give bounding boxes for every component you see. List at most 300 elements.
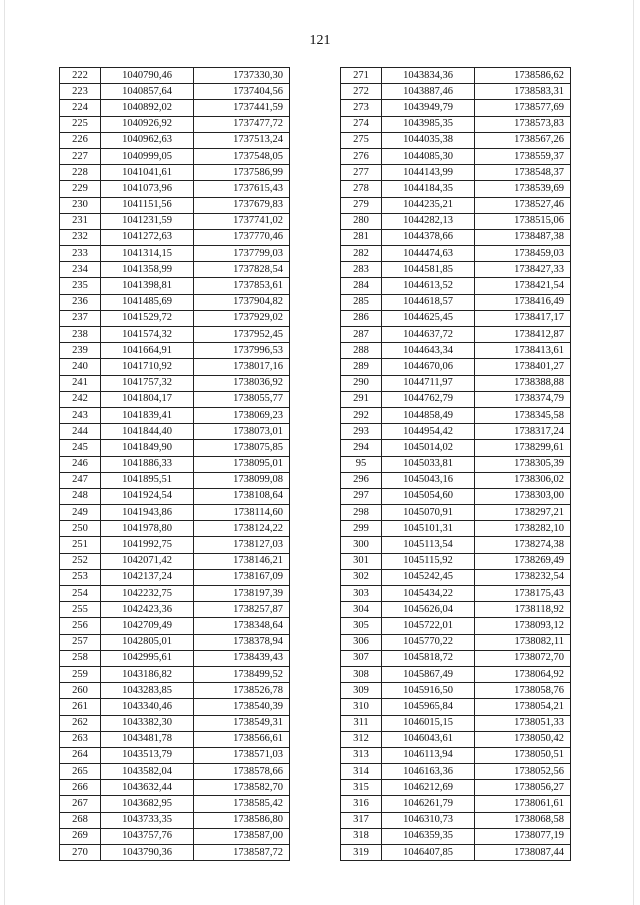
- point-number-cell: 307: [341, 650, 382, 666]
- table-row: [60, 181, 290, 197]
- x-coordinate-cell: 1040999,05: [101, 148, 194, 164]
- table-row: [341, 666, 571, 682]
- x-coordinate-cell: 1044643,34: [382, 343, 475, 359]
- table-row: [60, 602, 290, 618]
- point-number-cell: 95: [341, 456, 382, 472]
- table-row: [341, 521, 571, 537]
- x-coordinate-cell: 1044613,52: [382, 278, 475, 294]
- x-coordinate-cell: 1045965,84: [382, 699, 475, 715]
- table-row: [341, 407, 571, 423]
- table-row: [341, 391, 571, 407]
- y-coordinate-cell: 1738587,72: [194, 845, 290, 861]
- x-coordinate-cell: 1043682,95: [101, 796, 194, 812]
- point-number-cell: 222: [60, 68, 101, 84]
- table-row: [60, 310, 290, 326]
- table-row: [60, 229, 290, 245]
- y-coordinate-cell: 1738401,27: [475, 359, 571, 375]
- y-coordinate-cell: 1737513,24: [194, 132, 290, 148]
- y-coordinate-cell: 1738124,22: [194, 521, 290, 537]
- y-coordinate-cell: 1738345,58: [475, 407, 571, 423]
- x-coordinate-cell: 1046407,85: [382, 845, 475, 861]
- point-number-cell: 231: [60, 213, 101, 229]
- x-coordinate-cell: 1044954,42: [382, 424, 475, 440]
- y-coordinate-cell: 1737548,05: [194, 148, 290, 164]
- point-number-cell: 294: [341, 440, 382, 456]
- y-coordinate-cell: 1737741,02: [194, 213, 290, 229]
- y-coordinate-cell: 1738146,21: [194, 553, 290, 569]
- table-row: [60, 116, 290, 132]
- x-coordinate-cell: 1040857,64: [101, 84, 194, 100]
- x-coordinate-cell: 1043834,36: [382, 68, 475, 84]
- y-coordinate-cell: 1738069,23: [194, 407, 290, 423]
- y-coordinate-cell: 1738527,46: [475, 197, 571, 213]
- x-coordinate-cell: 1041485,69: [101, 294, 194, 310]
- point-number-cell: 305: [341, 618, 382, 634]
- y-coordinate-cell: 1738095,01: [194, 456, 290, 472]
- table-row: [60, 68, 290, 84]
- point-number-cell: 259: [60, 666, 101, 682]
- point-number-cell: 301: [341, 553, 382, 569]
- table-row: [60, 828, 290, 844]
- x-coordinate-cell: 1045770,22: [382, 634, 475, 650]
- x-coordinate-cell: 1041978,80: [101, 521, 194, 537]
- table-row: [60, 148, 290, 164]
- point-number-cell: 272: [341, 84, 382, 100]
- table-row: [60, 278, 290, 294]
- y-coordinate-cell: 1738054,21: [475, 699, 571, 715]
- table-row: [60, 505, 290, 521]
- table-row: [341, 213, 571, 229]
- point-number-cell: 314: [341, 764, 382, 780]
- x-coordinate-cell: 1044711,97: [382, 375, 475, 391]
- table-row: [341, 424, 571, 440]
- page-number: 121: [309, 33, 331, 48]
- x-coordinate-cell: 1041895,51: [101, 472, 194, 488]
- y-coordinate-cell: 1738305,39: [475, 456, 571, 472]
- point-number-cell: 238: [60, 327, 101, 343]
- table-row: [341, 343, 571, 359]
- x-coordinate-cell: 1041804,17: [101, 391, 194, 407]
- table-row: [341, 116, 571, 132]
- x-coordinate-cell: 1046043,61: [382, 731, 475, 747]
- y-coordinate-cell: 1738416,49: [475, 294, 571, 310]
- table-row: [341, 505, 571, 521]
- y-coordinate-cell: 1738052,56: [475, 764, 571, 780]
- x-coordinate-cell: 1045916,50: [382, 683, 475, 699]
- x-coordinate-cell: 1045101,31: [382, 521, 475, 537]
- x-coordinate-cell: 1044858,49: [382, 407, 475, 423]
- x-coordinate-cell: 1044235,21: [382, 197, 475, 213]
- point-number-cell: 227: [60, 148, 101, 164]
- x-coordinate-cell: 1044184,35: [382, 181, 475, 197]
- y-coordinate-cell: 1737828,54: [194, 262, 290, 278]
- x-coordinate-cell: 1041231,59: [101, 213, 194, 229]
- point-number-cell: 268: [60, 812, 101, 828]
- table-row: [341, 229, 571, 245]
- table-row: [60, 359, 290, 375]
- y-coordinate-cell: 1738427,33: [475, 262, 571, 278]
- table-row: [60, 375, 290, 391]
- y-coordinate-cell: 1738413,61: [475, 343, 571, 359]
- y-coordinate-cell: 1738073,01: [194, 424, 290, 440]
- y-coordinate-cell: 1738108,64: [194, 488, 290, 504]
- y-coordinate-cell: 1738118,92: [475, 602, 571, 618]
- y-coordinate-cell: 1737996,53: [194, 343, 290, 359]
- table-row: [60, 132, 290, 148]
- y-coordinate-cell: 1738539,69: [475, 181, 571, 197]
- point-number-cell: 281: [341, 229, 382, 245]
- x-coordinate-cell: 1043733,35: [101, 812, 194, 828]
- point-number-cell: 262: [60, 715, 101, 731]
- point-number-cell: 311: [341, 715, 382, 731]
- table-row: [341, 634, 571, 650]
- table-row: [341, 375, 571, 391]
- point-number-cell: 226: [60, 132, 101, 148]
- x-coordinate-cell: 1044625,45: [382, 310, 475, 326]
- x-coordinate-cell: 1040962,63: [101, 132, 194, 148]
- table-row: [60, 472, 290, 488]
- scan-margin-line: [633, 0, 634, 905]
- x-coordinate-cell: 1041398,81: [101, 278, 194, 294]
- y-coordinate-cell: 1738017,16: [194, 359, 290, 375]
- x-coordinate-cell: 1043283,85: [101, 683, 194, 699]
- x-coordinate-cell: 1043757,76: [101, 828, 194, 844]
- table-row: [60, 796, 290, 812]
- point-number-cell: 260: [60, 683, 101, 699]
- point-number-cell: 304: [341, 602, 382, 618]
- x-coordinate-cell: 1041529,72: [101, 310, 194, 326]
- table-row: [341, 618, 571, 634]
- table-row: [341, 165, 571, 181]
- y-coordinate-cell: 1737853,61: [194, 278, 290, 294]
- y-coordinate-cell: 1738587,00: [194, 828, 290, 844]
- table-row: [341, 699, 571, 715]
- point-number-cell: 245: [60, 440, 101, 456]
- table-row: [60, 246, 290, 262]
- point-number-cell: 247: [60, 472, 101, 488]
- x-coordinate-cell: 1042995,61: [101, 650, 194, 666]
- y-coordinate-cell: 1738055,77: [194, 391, 290, 407]
- point-number-cell: 244: [60, 424, 101, 440]
- x-coordinate-cell: 1043481,78: [101, 731, 194, 747]
- point-number-cell: 258: [60, 650, 101, 666]
- y-coordinate-cell: 1738056,27: [475, 780, 571, 796]
- point-number-cell: 300: [341, 537, 382, 553]
- point-number-cell: 318: [341, 828, 382, 844]
- table-row: [341, 780, 571, 796]
- x-coordinate-cell: 1041992,75: [101, 537, 194, 553]
- x-coordinate-cell: 1046113,94: [382, 747, 475, 763]
- table-row: [60, 845, 290, 861]
- x-coordinate-cell: 1044282,13: [382, 213, 475, 229]
- point-number-cell: 279: [341, 197, 382, 213]
- point-number-cell: 271: [341, 68, 382, 84]
- y-coordinate-cell: 1738075,85: [194, 440, 290, 456]
- x-coordinate-cell: 1042709,49: [101, 618, 194, 634]
- x-coordinate-cell: 1045033,81: [382, 456, 475, 472]
- y-coordinate-cell: 1738586,62: [475, 68, 571, 84]
- y-coordinate-cell: 1738127,03: [194, 537, 290, 553]
- x-coordinate-cell: 1042423,36: [101, 602, 194, 618]
- point-number-cell: 236: [60, 294, 101, 310]
- point-number-cell: 252: [60, 553, 101, 569]
- point-number-cell: 246: [60, 456, 101, 472]
- x-coordinate-cell: 1046163,36: [382, 764, 475, 780]
- point-number-cell: 312: [341, 731, 382, 747]
- point-number-cell: 276: [341, 148, 382, 164]
- point-number-cell: 239: [60, 343, 101, 359]
- point-number-cell: 277: [341, 165, 382, 181]
- y-coordinate-cell: 1738232,54: [475, 569, 571, 585]
- y-coordinate-cell: 1738077,19: [475, 828, 571, 844]
- table-row: [341, 650, 571, 666]
- y-coordinate-cell: 1738388,88: [475, 375, 571, 391]
- x-coordinate-cell: 1042232,75: [101, 586, 194, 602]
- point-number-cell: 290: [341, 375, 382, 391]
- table-row: [60, 262, 290, 278]
- x-coordinate-cell: 1045867,49: [382, 666, 475, 682]
- x-coordinate-cell: 1041849,90: [101, 440, 194, 456]
- coordinates-table-right: [340, 67, 571, 861]
- y-coordinate-cell: 1738274,38: [475, 537, 571, 553]
- point-number-cell: 288: [341, 343, 382, 359]
- y-coordinate-cell: 1737770,46: [194, 229, 290, 245]
- point-number-cell: 266: [60, 780, 101, 796]
- x-coordinate-cell: 1043186,82: [101, 666, 194, 682]
- table-row: [341, 488, 571, 504]
- y-coordinate-cell: 1738566,61: [194, 731, 290, 747]
- y-coordinate-cell: 1738417,17: [475, 310, 571, 326]
- point-number-cell: 308: [341, 666, 382, 682]
- x-coordinate-cell: 1046359,35: [382, 828, 475, 844]
- point-number-cell: 269: [60, 828, 101, 844]
- y-coordinate-cell: 1738093,12: [475, 618, 571, 634]
- y-coordinate-cell: 1738068,58: [475, 812, 571, 828]
- table-row: [341, 440, 571, 456]
- point-number-cell: 284: [341, 278, 382, 294]
- table-row: [341, 197, 571, 213]
- x-coordinate-cell: 1046015,15: [382, 715, 475, 731]
- table-row: [60, 165, 290, 181]
- table-row: [341, 537, 571, 553]
- y-coordinate-cell: 1738586,80: [194, 812, 290, 828]
- point-number-cell: 233: [60, 246, 101, 262]
- table-row: [341, 586, 571, 602]
- x-coordinate-cell: 1041073,96: [101, 181, 194, 197]
- table-row: [341, 828, 571, 844]
- x-coordinate-cell: 1045818,72: [382, 650, 475, 666]
- x-coordinate-cell: 1043790,36: [101, 845, 194, 861]
- x-coordinate-cell: 1041924,54: [101, 488, 194, 504]
- y-coordinate-cell: 1738072,70: [475, 650, 571, 666]
- point-number-cell: 309: [341, 683, 382, 699]
- y-coordinate-cell: 1738567,26: [475, 132, 571, 148]
- x-coordinate-cell: 1045722,01: [382, 618, 475, 634]
- point-number-cell: 250: [60, 521, 101, 537]
- point-number-cell: 265: [60, 764, 101, 780]
- x-coordinate-cell: 1045070,91: [382, 505, 475, 521]
- x-coordinate-cell: 1046212,69: [382, 780, 475, 796]
- table-row: [60, 343, 290, 359]
- table-row: [60, 699, 290, 715]
- point-number-cell: 261: [60, 699, 101, 715]
- y-coordinate-cell: 1737330,30: [194, 68, 290, 84]
- table-row: [341, 84, 571, 100]
- x-coordinate-cell: 1044670,06: [382, 359, 475, 375]
- y-coordinate-cell: 1738061,61: [475, 796, 571, 812]
- y-coordinate-cell: 1738499,52: [194, 666, 290, 682]
- point-number-cell: 282: [341, 246, 382, 262]
- y-coordinate-cell: 1738577,69: [475, 100, 571, 116]
- point-number-cell: 306: [341, 634, 382, 650]
- point-number-cell: 273: [341, 100, 382, 116]
- table-row: [341, 310, 571, 326]
- table-row: [60, 747, 290, 763]
- x-coordinate-cell: 1041041,61: [101, 165, 194, 181]
- point-number-cell: 253: [60, 569, 101, 585]
- x-coordinate-cell: 1045113,54: [382, 537, 475, 553]
- y-coordinate-cell: 1738064,92: [475, 666, 571, 682]
- table-row: [60, 424, 290, 440]
- table-row: [341, 553, 571, 569]
- table-row: [60, 537, 290, 553]
- x-coordinate-cell: 1040892,02: [101, 100, 194, 116]
- y-coordinate-cell: 1737586,99: [194, 165, 290, 181]
- y-coordinate-cell: 1738412,87: [475, 327, 571, 343]
- y-coordinate-cell: 1738303,00: [475, 488, 571, 504]
- y-coordinate-cell: 1738515,06: [475, 213, 571, 229]
- point-number-cell: 248: [60, 488, 101, 504]
- table-row: [60, 294, 290, 310]
- table-row: [341, 327, 571, 343]
- y-coordinate-cell: 1737904,82: [194, 294, 290, 310]
- y-coordinate-cell: 1738282,10: [475, 521, 571, 537]
- y-coordinate-cell: 1738317,24: [475, 424, 571, 440]
- x-coordinate-cell: 1041574,32: [101, 327, 194, 343]
- point-number-cell: 255: [60, 602, 101, 618]
- x-coordinate-cell: 1042071,42: [101, 553, 194, 569]
- point-number-cell: 237: [60, 310, 101, 326]
- y-coordinate-cell: 1738269,49: [475, 553, 571, 569]
- x-coordinate-cell: 1041272,63: [101, 229, 194, 245]
- point-number-cell: 298: [341, 505, 382, 521]
- y-coordinate-cell: 1738051,33: [475, 715, 571, 731]
- y-coordinate-cell: 1738578,66: [194, 764, 290, 780]
- table-row: [60, 764, 290, 780]
- x-coordinate-cell: 1044637,72: [382, 327, 475, 343]
- x-coordinate-cell: 1045054,60: [382, 488, 475, 504]
- point-number-cell: 230: [60, 197, 101, 213]
- table-row: [341, 747, 571, 763]
- table-row: [341, 569, 571, 585]
- point-number-cell: 310: [341, 699, 382, 715]
- point-number-cell: 232: [60, 229, 101, 245]
- table-row: [341, 764, 571, 780]
- point-number-cell: 240: [60, 359, 101, 375]
- point-number-cell: 286: [341, 310, 382, 326]
- table-row: [341, 715, 571, 731]
- y-coordinate-cell: 1738487,38: [475, 229, 571, 245]
- table-row: [341, 472, 571, 488]
- x-coordinate-cell: 1041314,15: [101, 246, 194, 262]
- point-number-cell: 278: [341, 181, 382, 197]
- point-number-cell: 289: [341, 359, 382, 375]
- y-coordinate-cell: 1738099,08: [194, 472, 290, 488]
- x-coordinate-cell: 1044378,66: [382, 229, 475, 245]
- table-row: [60, 553, 290, 569]
- point-number-cell: 292: [341, 407, 382, 423]
- table-row: [341, 132, 571, 148]
- x-coordinate-cell: 1044618,57: [382, 294, 475, 310]
- y-coordinate-cell: 1738526,78: [194, 683, 290, 699]
- table-row: [341, 683, 571, 699]
- point-number-cell: 297: [341, 488, 382, 504]
- x-coordinate-cell: 1041757,32: [101, 375, 194, 391]
- y-coordinate-cell: 1738585,42: [194, 796, 290, 812]
- x-coordinate-cell: 1041839,41: [101, 407, 194, 423]
- x-coordinate-cell: 1045626,04: [382, 602, 475, 618]
- point-number-cell: 257: [60, 634, 101, 650]
- table-row: [60, 213, 290, 229]
- point-number-cell: 291: [341, 391, 382, 407]
- table-row: [341, 845, 571, 861]
- x-coordinate-cell: 1045242,45: [382, 569, 475, 585]
- point-number-cell: 256: [60, 618, 101, 634]
- point-number-cell: 263: [60, 731, 101, 747]
- point-number-cell: 296: [341, 472, 382, 488]
- point-number-cell: 315: [341, 780, 382, 796]
- y-coordinate-cell: 1738175,43: [475, 586, 571, 602]
- y-coordinate-cell: 1738114,60: [194, 505, 290, 521]
- x-coordinate-cell: 1045014,02: [382, 440, 475, 456]
- point-number-cell: 283: [341, 262, 382, 278]
- point-number-cell: 275: [341, 132, 382, 148]
- point-number-cell: 317: [341, 812, 382, 828]
- x-coordinate-cell: 1044143,99: [382, 165, 475, 181]
- table-row: [60, 569, 290, 585]
- table-row: [341, 100, 571, 116]
- y-coordinate-cell: 1738087,44: [475, 845, 571, 861]
- x-coordinate-cell: 1044085,30: [382, 148, 475, 164]
- y-coordinate-cell: 1738036,92: [194, 375, 290, 391]
- point-number-cell: 287: [341, 327, 382, 343]
- y-coordinate-cell: 1737929,02: [194, 310, 290, 326]
- table-row: [60, 586, 290, 602]
- table-row: [60, 731, 290, 747]
- y-coordinate-cell: 1738197,39: [194, 586, 290, 602]
- scan-margin-line: [4, 0, 5, 905]
- x-coordinate-cell: 1043985,35: [382, 116, 475, 132]
- point-number-cell: 242: [60, 391, 101, 407]
- point-number-cell: 225: [60, 116, 101, 132]
- table-row: [60, 197, 290, 213]
- table-row: [341, 181, 571, 197]
- y-coordinate-cell: 1738583,31: [475, 84, 571, 100]
- point-number-cell: 234: [60, 262, 101, 278]
- y-coordinate-cell: 1738348,64: [194, 618, 290, 634]
- x-coordinate-cell: 1044581,85: [382, 262, 475, 278]
- table-row: [60, 488, 290, 504]
- x-coordinate-cell: 1043887,46: [382, 84, 475, 100]
- y-coordinate-cell: 1738549,31: [194, 715, 290, 731]
- y-coordinate-cell: 1738582,70: [194, 780, 290, 796]
- table-row: [60, 812, 290, 828]
- y-coordinate-cell: 1737615,43: [194, 181, 290, 197]
- y-coordinate-cell: 1737441,59: [194, 100, 290, 116]
- table-row: [60, 634, 290, 650]
- x-coordinate-cell: 1044474,63: [382, 246, 475, 262]
- point-number-cell: 274: [341, 116, 382, 132]
